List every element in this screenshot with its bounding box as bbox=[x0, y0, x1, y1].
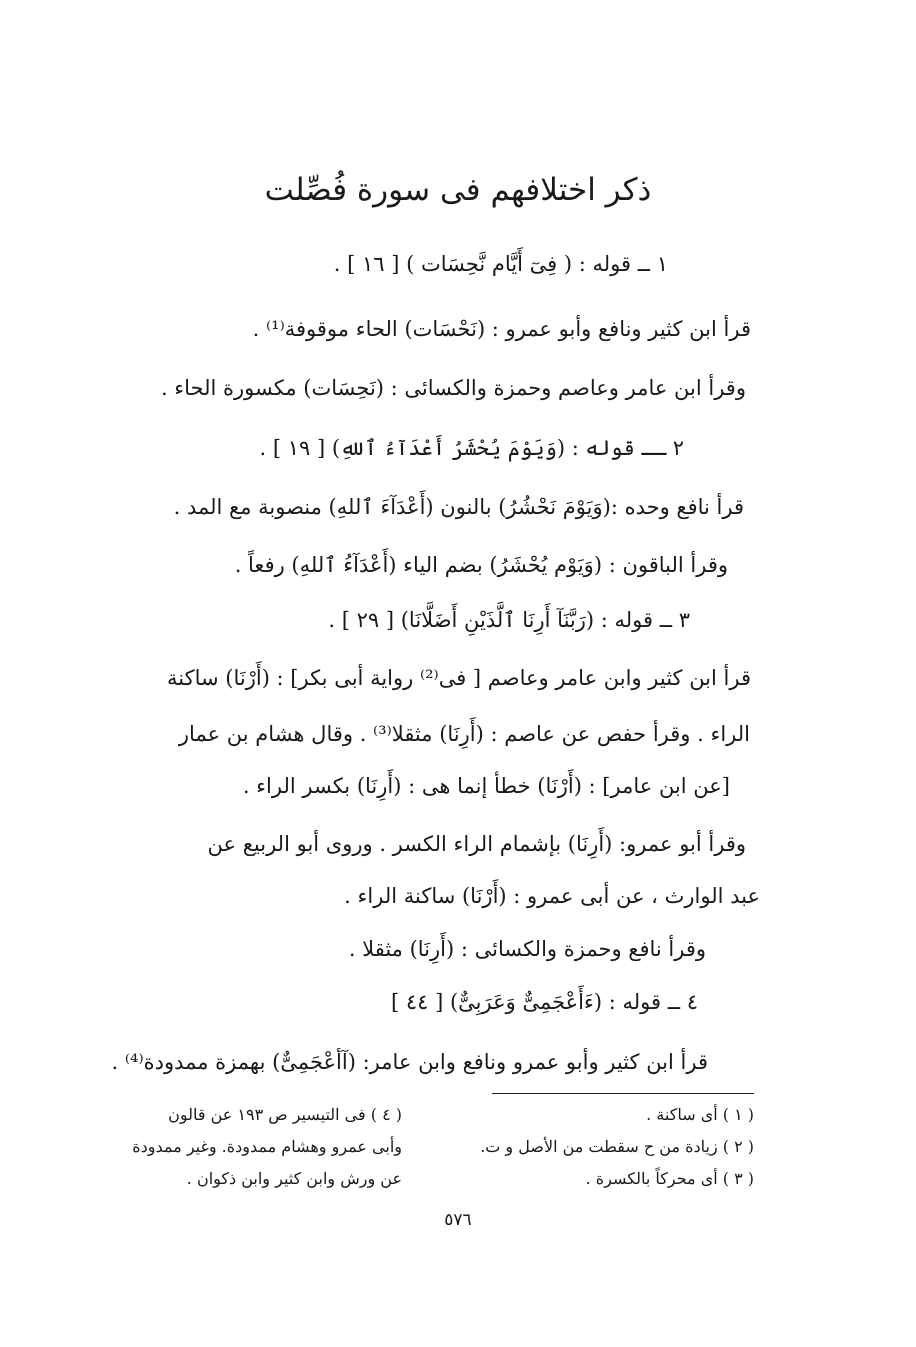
footnote-4: ( ٤ ) فى التيسير ص ١٩٣ عن قالون bbox=[168, 1105, 402, 1124]
text-line: قرأ ابن كثير ونافع وأبو عمرو : (نَحْسَات) الحاء موقوفة⁽¹⁾ . bbox=[252, 317, 751, 341]
text-line: قرأ ابن كثير وابن عامر وعاصم [ فى⁽²⁾ رواية أبى بكر] : (أَرْنَا) ساكنة bbox=[167, 666, 751, 690]
footnote-3: ( ٣ ) أى محركاً بالكسرة . bbox=[585, 1169, 754, 1188]
text-line: وقرأ الباقون : (وَيَوْم يُحْشَرُ) بضم الياء (أَعْدَآءُ ٱللهِ) رفعاً . bbox=[234, 553, 728, 577]
footnote-2: ( ٢ ) زيادة من ح سقطت من الأصل و ت. bbox=[480, 1137, 754, 1156]
text-line: [عن ابن عامر] : (أَرْنَا) خطأ إنما هى : (أَرِنَا) بكسر الراء . bbox=[242, 774, 730, 798]
footnote-4-continued: وأبى عمرو وهشام ممدودة. وغير ممدودة bbox=[132, 1137, 402, 1156]
footnote-separator bbox=[492, 1093, 754, 1094]
footnote-4-continued: عن ورش وابن كثير وابن ذكوان . bbox=[186, 1169, 402, 1188]
text-line-qawl-1: ١ ــ قوله : ( فِىٓ أَيَّام نَّحِسَات ) [ ١٦ ] . bbox=[333, 252, 668, 276]
footnote-1: ( ١ ) أى ساكنة . bbox=[646, 1105, 754, 1124]
text-line-qawl-2: ٢ ــ قوله : (وَيَوْمَ يُحْشَرُ أَعْدَآءُ ٱللهِ) [ ١٩ ] . bbox=[259, 436, 684, 460]
text-line: وقرأ ابن عامر وعاصم وحمزة والكسائى : (نَحِسَات) مكسورة الحاء . bbox=[160, 376, 746, 400]
text-line: عبد الوارث ، عن أبى عمرو : (أَرْنَا) ساكنة الراء . bbox=[344, 884, 760, 908]
text-line: قرأ نافع وحده :(وَيَوْمَ نَحْشُرُ) بالنون (أَعْدَآءَ ٱللهِ) منصوبة مع المد . bbox=[173, 495, 744, 519]
text-line-qawl-4: ٤ ــ قوله : (ءَأَعْجَمِىٌّ وَعَرَبِىٌّ) [ ٤٤ ] bbox=[391, 990, 698, 1014]
text-line: وقرأ نافع وحمزة والكسائى : (أَرِنَا) مثقلا . bbox=[348, 937, 706, 961]
page-number: ٥٧٦ bbox=[444, 1210, 472, 1230]
text-line: قرأ ابن كثير وأبو عمرو ونافع وابن عامر: (آأعْجَمِىٌّ) بهمزة ممدودة⁽⁴⁾ . bbox=[111, 1050, 708, 1074]
page-title: ذكر اختلافهم فى سورة فُصِّلت bbox=[264, 172, 652, 208]
text-line: وقرأ أبو عمرو: (أَرِنَا) بإشمام الراء الكسر . وروى أبو الربيع عن bbox=[207, 832, 746, 856]
text-line: الراء . وقرأ حفص عن عاصم : (أَرِنَا) مثقلا⁽³⁾ . وقال هشام بن عمار bbox=[178, 722, 750, 746]
text-line-qawl-3: ٣ ــ قوله : (رَبَّنَآ أَرِنَا ٱلَّذَيْنِ أَضَلَّانَا) [ ٢٩ ] . bbox=[328, 608, 690, 632]
